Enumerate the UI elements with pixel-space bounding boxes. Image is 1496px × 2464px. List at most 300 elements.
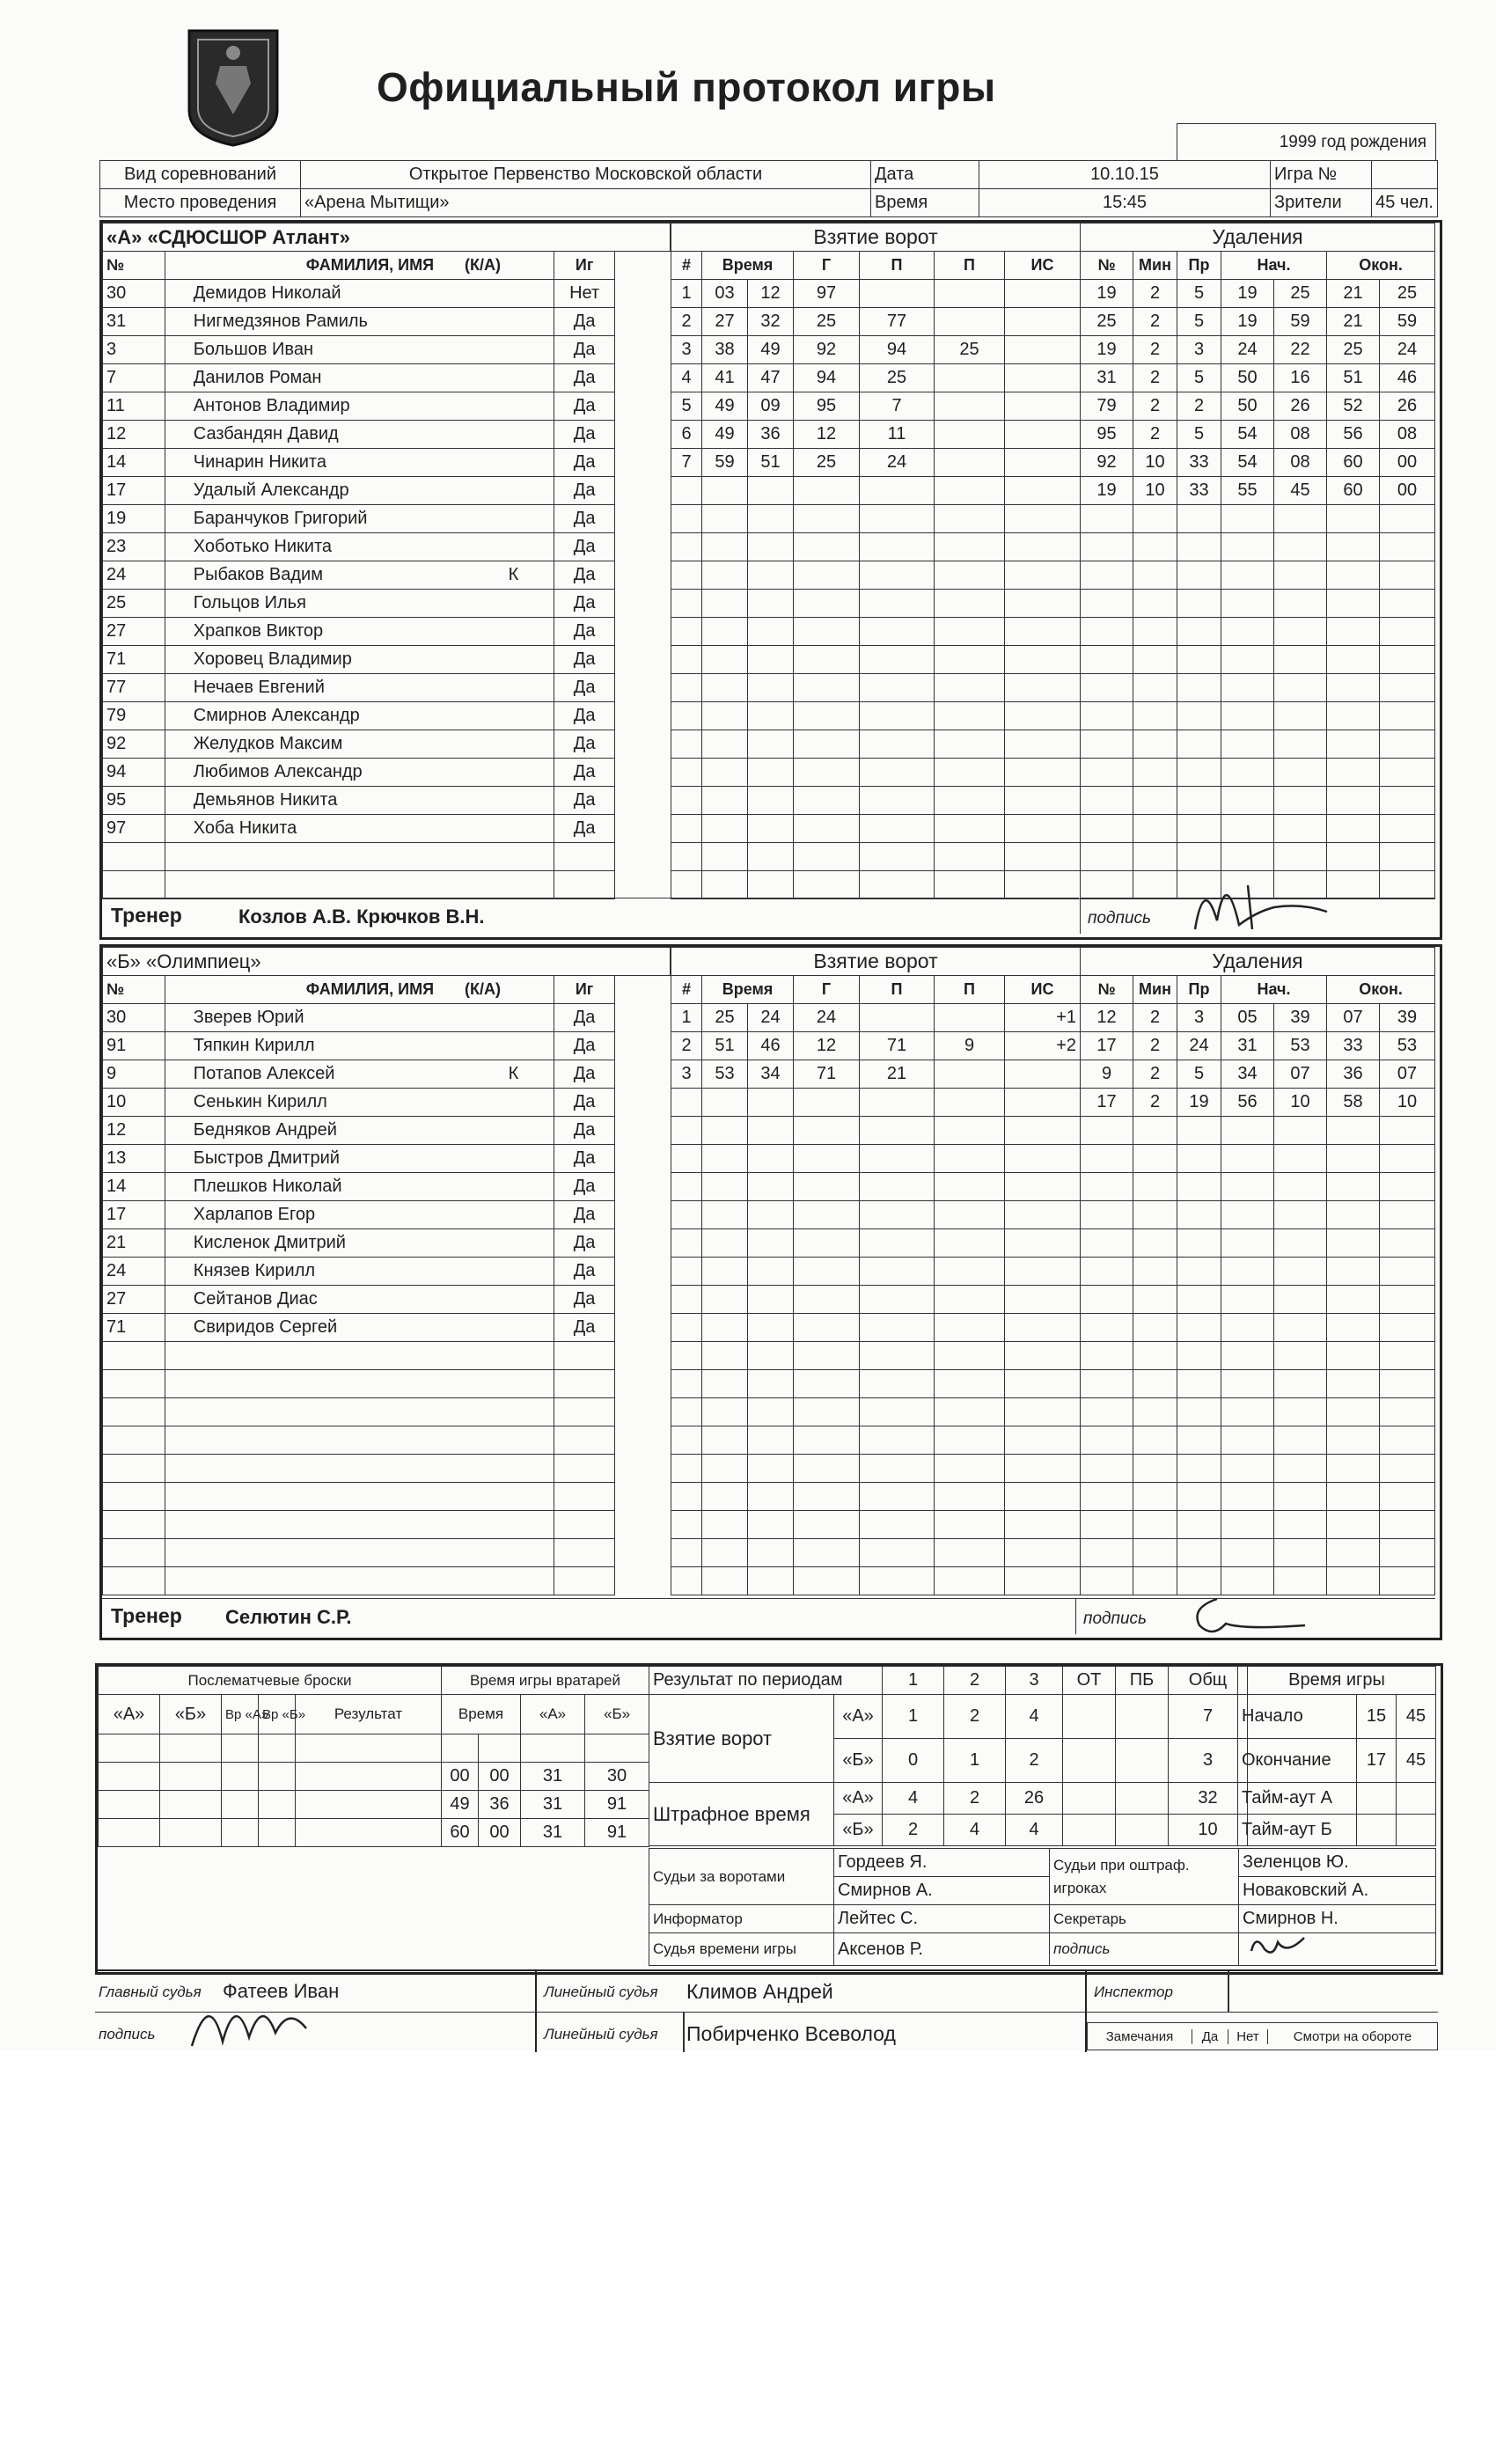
penalty-start-min bbox=[1221, 646, 1274, 674]
remarks-no: Нет bbox=[1228, 2029, 1268, 2044]
penalty-start-min bbox=[1221, 1258, 1274, 1286]
goal-second bbox=[748, 1567, 794, 1595]
secretary-sign-label: подпись bbox=[1050, 1933, 1239, 1966]
penalty-player: 12 bbox=[1081, 1004, 1133, 1032]
goal-situation bbox=[1005, 364, 1081, 392]
penalty-row bbox=[1081, 308, 1435, 336]
goalie-time-row bbox=[442, 1734, 649, 1763]
goal-situation bbox=[1005, 280, 1081, 308]
player-number bbox=[103, 1342, 165, 1370]
player-number: 24 bbox=[103, 561, 165, 590]
penalty-start-min bbox=[1221, 1455, 1274, 1483]
pen-header-min: Мин bbox=[1133, 252, 1177, 280]
penalty-end-min bbox=[1327, 1286, 1380, 1314]
roster-row bbox=[103, 561, 671, 590]
player-played: Да bbox=[554, 421, 615, 449]
player-name bbox=[165, 533, 554, 561]
goal-minute bbox=[702, 1145, 748, 1173]
roster-row bbox=[103, 843, 671, 871]
penalty-player bbox=[1081, 1483, 1133, 1511]
penalty-player: 79 bbox=[1081, 392, 1133, 421]
team-a-coach-row bbox=[102, 898, 1079, 934]
player-played: Да bbox=[554, 533, 615, 561]
penalty-reason bbox=[1177, 1398, 1221, 1426]
penalty-minutes bbox=[1133, 815, 1177, 843]
penalty-minutes bbox=[1133, 1426, 1177, 1455]
goals-header-time: Время bbox=[702, 252, 794, 280]
player-name bbox=[165, 364, 554, 392]
penalty-row bbox=[1081, 759, 1435, 787]
roster-row bbox=[103, 1089, 671, 1117]
penalty-minutes: 2 bbox=[1133, 1004, 1177, 1032]
goal-second bbox=[748, 1370, 794, 1398]
penalty-row bbox=[1081, 364, 1435, 392]
goal-second bbox=[748, 674, 794, 702]
penalty-start-min bbox=[1221, 505, 1274, 533]
penalty-row bbox=[1081, 1173, 1435, 1201]
period-results-title: Результат по периодам bbox=[649, 1667, 883, 1695]
penalty-start-sec bbox=[1274, 1398, 1327, 1426]
goal-assist-1 bbox=[860, 646, 935, 674]
penalty-end-min bbox=[1327, 561, 1380, 590]
goal-number bbox=[671, 646, 702, 674]
goal-assist-2 bbox=[935, 1089, 1005, 1117]
goal-row bbox=[671, 1455, 1081, 1483]
penalty-judge-2: Новаковский А. bbox=[1243, 1881, 1369, 1900]
goal-situation bbox=[1005, 505, 1081, 533]
goal-scorer bbox=[794, 1398, 860, 1426]
goal-situation bbox=[1005, 1201, 1081, 1229]
goal-situation bbox=[1005, 1173, 1081, 1201]
penalty-end-sec bbox=[1380, 561, 1435, 590]
penalty-start-min bbox=[1221, 590, 1274, 618]
goal-scorer bbox=[794, 646, 860, 674]
penalty-row bbox=[1081, 561, 1435, 590]
penalty-start-min: 50 bbox=[1221, 364, 1274, 392]
penalty-player bbox=[1081, 561, 1133, 590]
goal-row bbox=[671, 1539, 1081, 1567]
goalie-time-second: 00 bbox=[479, 1819, 521, 1847]
goal-scorer: 94 bbox=[794, 364, 860, 392]
penalty-row bbox=[1081, 1342, 1435, 1370]
penalty-row bbox=[1081, 1117, 1435, 1145]
goal-assist-1 bbox=[860, 1229, 935, 1258]
goal-assist-2 bbox=[935, 1370, 1005, 1398]
penalty-start-sec bbox=[1274, 1342, 1327, 1370]
player-name bbox=[165, 1229, 554, 1258]
penalty-start-sec bbox=[1274, 505, 1327, 533]
team-b-coach-label: Тренер bbox=[111, 1604, 182, 1627]
player-number bbox=[103, 871, 165, 899]
goalie-time-header-a: «А» bbox=[521, 1695, 585, 1734]
penalty-minutes bbox=[1133, 505, 1177, 533]
player-played bbox=[554, 1483, 615, 1511]
penalty-start-sec: 08 bbox=[1274, 449, 1327, 477]
page-title: Официальный протокол игры bbox=[377, 64, 996, 110]
goal-situation bbox=[1005, 1060, 1081, 1089]
goal-situation bbox=[1005, 815, 1081, 843]
goal-assist-2 bbox=[935, 1004, 1005, 1032]
penalty-end-sec bbox=[1380, 674, 1435, 702]
penalty-start-min bbox=[1221, 1229, 1274, 1258]
penalty-end-min bbox=[1327, 1426, 1380, 1455]
goal-row bbox=[671, 590, 1081, 618]
penalty-reason bbox=[1177, 1483, 1221, 1511]
player-name bbox=[165, 730, 554, 759]
penalty-minutes bbox=[1133, 1539, 1177, 1567]
penalty-start-sec bbox=[1274, 674, 1327, 702]
goal-row bbox=[671, 674, 1081, 702]
goals-header-assist-1: П bbox=[860, 252, 935, 280]
goal-situation bbox=[1005, 336, 1081, 364]
penalty-player bbox=[1081, 1258, 1133, 1286]
player-played bbox=[554, 1426, 615, 1455]
penalty-end-sec bbox=[1380, 1426, 1435, 1455]
goals-b-header-assist-1: П bbox=[860, 976, 935, 1004]
pen-b-header-min: Мин bbox=[1133, 976, 1177, 1004]
player-number: 27 bbox=[103, 1286, 165, 1314]
goal-judges-values bbox=[834, 1849, 1050, 1905]
penalty-reason bbox=[1177, 815, 1221, 843]
penalty-start-sec: 10 bbox=[1274, 1089, 1327, 1117]
goal-assist-1 bbox=[860, 1258, 935, 1286]
player-number: 13 bbox=[103, 1145, 165, 1173]
penalty-player: 19 bbox=[1081, 280, 1133, 308]
goal-minute bbox=[702, 1567, 748, 1595]
penalty-player: 19 bbox=[1081, 477, 1133, 505]
player-played: Да bbox=[554, 561, 615, 590]
pim-b-p3: 4 bbox=[1006, 1815, 1063, 1846]
penalty-start-min bbox=[1221, 1483, 1274, 1511]
goal-assist-1 bbox=[860, 871, 935, 899]
player-name bbox=[165, 1117, 554, 1145]
goal-assist-2 bbox=[935, 787, 1005, 815]
penalty-start-min bbox=[1221, 1145, 1274, 1173]
pim-by-period-label: Штрафное время bbox=[649, 1783, 834, 1846]
goals-a-p2: 2 bbox=[944, 1695, 1006, 1739]
penalty-player bbox=[1081, 815, 1133, 843]
goal-second bbox=[748, 477, 794, 505]
goal-number bbox=[671, 1511, 702, 1539]
penalty-minutes bbox=[1133, 1370, 1177, 1398]
penalty-minutes bbox=[1133, 1286, 1177, 1314]
penalty-row bbox=[1081, 1314, 1435, 1342]
goal-assist-1 bbox=[860, 1426, 935, 1455]
player-name bbox=[165, 1511, 554, 1539]
goal-row bbox=[671, 421, 1081, 449]
goal-situation bbox=[1005, 1539, 1081, 1567]
player-name-text: Сенькин Кирилл bbox=[193, 1092, 327, 1111]
goal-number bbox=[671, 1286, 702, 1314]
roster-row bbox=[103, 505, 671, 533]
penalty-end-min bbox=[1327, 674, 1380, 702]
goal-scorer bbox=[794, 1173, 860, 1201]
player-played: Да bbox=[554, 1229, 615, 1258]
goal-number bbox=[671, 674, 702, 702]
penalty-minutes bbox=[1133, 1314, 1177, 1342]
goalie-time-second: 36 bbox=[479, 1791, 521, 1819]
goal-situation bbox=[1005, 730, 1081, 759]
goal-row bbox=[671, 1370, 1081, 1398]
goal-number: 3 bbox=[671, 1060, 702, 1089]
penalty-end-min bbox=[1327, 759, 1380, 787]
goals-b-p1: 0 bbox=[883, 1739, 944, 1783]
penalty-end-min bbox=[1327, 505, 1380, 533]
penalty-minutes bbox=[1133, 1398, 1177, 1426]
team-a-goals bbox=[671, 223, 1081, 899]
goals-a-pb bbox=[1116, 1695, 1169, 1739]
penalty-player bbox=[1081, 505, 1133, 533]
goal-second bbox=[748, 1258, 794, 1286]
goal-assist-1 bbox=[860, 1511, 935, 1539]
penalty-minutes bbox=[1133, 843, 1177, 871]
player-played bbox=[554, 1342, 615, 1370]
player-name bbox=[165, 1286, 554, 1314]
penalty-end-sec bbox=[1380, 1511, 1435, 1539]
player-number: 31 bbox=[103, 308, 165, 336]
penalty-reason bbox=[1177, 730, 1221, 759]
goal-second bbox=[748, 646, 794, 674]
player-name bbox=[165, 1455, 554, 1483]
player-name bbox=[165, 646, 554, 674]
goal-scorer: 12 bbox=[794, 1032, 860, 1060]
player-played: Да bbox=[554, 730, 615, 759]
goal-second bbox=[748, 702, 794, 730]
player-name-text: Быстров Дмитрий bbox=[193, 1148, 340, 1168]
penalty-reason: 33 bbox=[1177, 477, 1221, 505]
goal-second bbox=[748, 1511, 794, 1539]
goal-scorer bbox=[794, 730, 860, 759]
goal-situation bbox=[1005, 646, 1081, 674]
goal-assist-2 bbox=[935, 1060, 1005, 1089]
goal-number bbox=[671, 477, 702, 505]
pim-a-pb bbox=[1116, 1783, 1169, 1815]
goal-situation bbox=[1005, 1117, 1081, 1145]
player-name-text: Желудков Максим bbox=[193, 734, 343, 753]
shootout-title: Послематчевые броски bbox=[99, 1667, 442, 1695]
penalty-player bbox=[1081, 674, 1133, 702]
goal-assist-2 bbox=[935, 392, 1005, 421]
player-name bbox=[165, 815, 554, 843]
penalty-start-sec bbox=[1274, 618, 1327, 646]
place-value: «Арена Мытищи» bbox=[301, 189, 871, 217]
penalty-row bbox=[1081, 1511, 1435, 1539]
goal-second: 51 bbox=[748, 449, 794, 477]
player-name bbox=[165, 1426, 554, 1455]
player-number: 92 bbox=[103, 730, 165, 759]
goal-row bbox=[671, 533, 1081, 561]
player-name-text: Рыбаков Вадим bbox=[193, 565, 323, 584]
player-name bbox=[165, 787, 554, 815]
penalty-row bbox=[1081, 1398, 1435, 1426]
player-name-text: Сазбандян Давид bbox=[193, 424, 339, 444]
penalty-row bbox=[1081, 1032, 1435, 1060]
player-number bbox=[103, 1483, 165, 1511]
player-number: 30 bbox=[103, 1004, 165, 1032]
penalty-row bbox=[1081, 1089, 1435, 1117]
player-played: Да bbox=[554, 618, 615, 646]
roster-row bbox=[103, 1539, 671, 1567]
penalty-end-sec bbox=[1380, 646, 1435, 674]
goal-number bbox=[671, 1258, 702, 1286]
penalty-minutes bbox=[1133, 1455, 1177, 1483]
goal-number bbox=[671, 1539, 702, 1567]
goal-assist-1 bbox=[860, 759, 935, 787]
goal-minute bbox=[702, 646, 748, 674]
penalty-start-min bbox=[1221, 561, 1274, 590]
penalty-start-sec bbox=[1274, 1455, 1327, 1483]
penalty-start-sec: 39 bbox=[1274, 1004, 1327, 1032]
goal-scorer bbox=[794, 533, 860, 561]
penalty-row bbox=[1081, 702, 1435, 730]
penalty-reason bbox=[1177, 1539, 1221, 1567]
goal-scorer bbox=[794, 1342, 860, 1370]
player-number: 3 bbox=[103, 336, 165, 364]
penalty-start-min: 24 bbox=[1221, 336, 1274, 364]
penalty-player bbox=[1081, 646, 1133, 674]
penalty-end-min bbox=[1327, 1314, 1380, 1342]
goal-minute bbox=[702, 533, 748, 561]
penalty-player bbox=[1081, 1173, 1133, 1201]
player-name-text: Кисленок Дмитрий bbox=[193, 1233, 346, 1252]
penalty-minutes: 2 bbox=[1133, 1089, 1177, 1117]
roster-row bbox=[103, 1201, 671, 1229]
goalie-time-header-time: Время bbox=[442, 1695, 521, 1734]
player-name bbox=[165, 674, 554, 702]
penalty-start-sec bbox=[1274, 815, 1327, 843]
goal-number: 1 bbox=[671, 1004, 702, 1032]
penalty-start-min bbox=[1221, 1342, 1274, 1370]
goal-minute bbox=[702, 815, 748, 843]
pen-b-header-start: Нач. bbox=[1221, 976, 1327, 1004]
penalty-reason bbox=[1177, 1145, 1221, 1173]
pim-a-p3: 26 bbox=[1006, 1783, 1063, 1815]
penalty-player bbox=[1081, 730, 1133, 759]
goal-assist-2 bbox=[935, 505, 1005, 533]
goal-second: 47 bbox=[748, 364, 794, 392]
pim-a-p2: 2 bbox=[944, 1783, 1006, 1815]
player-played: Да bbox=[554, 1258, 615, 1286]
goal-number bbox=[671, 618, 702, 646]
penalty-minutes bbox=[1133, 1483, 1177, 1511]
player-name bbox=[165, 618, 554, 646]
penalty-minutes bbox=[1133, 759, 1177, 787]
penalty-end-sec bbox=[1380, 1117, 1435, 1145]
roster-row bbox=[103, 449, 671, 477]
penalty-end-sec: 00 bbox=[1380, 477, 1435, 505]
place-label: Место проведения bbox=[100, 189, 301, 217]
penalty-minutes: 2 bbox=[1133, 1060, 1177, 1089]
linesman-2-label: Линейный судья bbox=[544, 2026, 658, 2042]
goal-second bbox=[748, 1483, 794, 1511]
goal-scorer bbox=[794, 1117, 860, 1145]
roster-row bbox=[103, 1173, 671, 1201]
player-played: Да bbox=[554, 1032, 615, 1060]
penalty-start-sec bbox=[1274, 1145, 1327, 1173]
referees-block bbox=[95, 1969, 1438, 2052]
penalty-minutes bbox=[1133, 1511, 1177, 1539]
goalie-time-second bbox=[479, 1734, 521, 1763]
goal-assist-1 bbox=[860, 1145, 935, 1173]
goal-situation: +1 bbox=[1005, 1004, 1081, 1032]
goalie-time-minute: 49 bbox=[442, 1791, 479, 1819]
penalty-player bbox=[1081, 759, 1133, 787]
penalty-row bbox=[1081, 392, 1435, 421]
goals-by-period-label: Взятие ворот bbox=[649, 1695, 834, 1783]
goal-judge-1: Гордеев Я. bbox=[834, 1849, 1049, 1877]
roster-row bbox=[103, 308, 671, 336]
penalty-minutes bbox=[1133, 730, 1177, 759]
goal-assist-1 bbox=[860, 815, 935, 843]
player-name-text: Потапов Алексей bbox=[193, 1064, 335, 1083]
goal-second bbox=[748, 843, 794, 871]
goal-assist-1 bbox=[860, 674, 935, 702]
player-name-text: Демьянов Никита bbox=[193, 790, 338, 810]
pen-header-end: Окон. bbox=[1327, 252, 1435, 280]
team-b-penalties-title: Удаления bbox=[1081, 948, 1435, 976]
player-name bbox=[165, 871, 554, 899]
goal-assist-2: 9 bbox=[935, 1032, 1005, 1060]
penalty-end-sec bbox=[1380, 590, 1435, 618]
roster-row bbox=[103, 590, 671, 618]
penalty-minutes: 2 bbox=[1133, 1032, 1177, 1060]
roster-header-number: № bbox=[103, 252, 165, 280]
goal-minute bbox=[702, 1286, 748, 1314]
goal-row bbox=[671, 1201, 1081, 1229]
player-name bbox=[165, 590, 554, 618]
goal-assist-1 bbox=[860, 590, 935, 618]
competition-label: Вид соревнований bbox=[100, 161, 301, 189]
penalty-start-sec bbox=[1274, 1370, 1327, 1398]
goal-second bbox=[748, 1398, 794, 1426]
penalty-end-sec bbox=[1380, 1539, 1435, 1567]
remarks-see-back: Смотри на обороте bbox=[1293, 2028, 1412, 2044]
penalty-end-sec bbox=[1380, 1286, 1435, 1314]
penalty-end-min bbox=[1327, 618, 1380, 646]
goal-assist-1 bbox=[860, 533, 935, 561]
player-name-text: Нигмедзянов Рамиль bbox=[193, 312, 368, 331]
goal-assist-1 bbox=[860, 1455, 935, 1483]
goal-row bbox=[671, 392, 1081, 421]
goalie-time-title: Время игры вратарей bbox=[442, 1667, 649, 1695]
player-played: Да bbox=[554, 1173, 615, 1201]
goal-situation bbox=[1005, 618, 1081, 646]
period-results-table bbox=[649, 1666, 1248, 1846]
time-value: 15:45 bbox=[979, 189, 1271, 217]
player-name bbox=[165, 1060, 554, 1089]
team-a-sign-row bbox=[1080, 898, 1435, 934]
goal-situation bbox=[1005, 1455, 1081, 1483]
game-end-label: Окончание bbox=[1238, 1739, 1357, 1783]
player-captain-mark: К bbox=[508, 1064, 519, 1083]
penalty-minutes bbox=[1133, 1342, 1177, 1370]
player-name bbox=[165, 280, 554, 308]
roster-row bbox=[103, 646, 671, 674]
goal-minute bbox=[702, 871, 748, 899]
goal-number bbox=[671, 1117, 702, 1145]
goal-minute bbox=[702, 1455, 748, 1483]
goal-assist-1 bbox=[860, 730, 935, 759]
penalty-minutes: 2 bbox=[1133, 280, 1177, 308]
period-header-total: Общ bbox=[1169, 1667, 1248, 1695]
penalty-start-sec bbox=[1274, 590, 1327, 618]
goal-assist-2 bbox=[935, 421, 1005, 449]
player-played: Да bbox=[554, 1089, 615, 1117]
penalty-row bbox=[1081, 618, 1435, 646]
penalty-start-min: 50 bbox=[1221, 392, 1274, 421]
goal-minute bbox=[702, 1483, 748, 1511]
goal-assist-2 bbox=[935, 477, 1005, 505]
